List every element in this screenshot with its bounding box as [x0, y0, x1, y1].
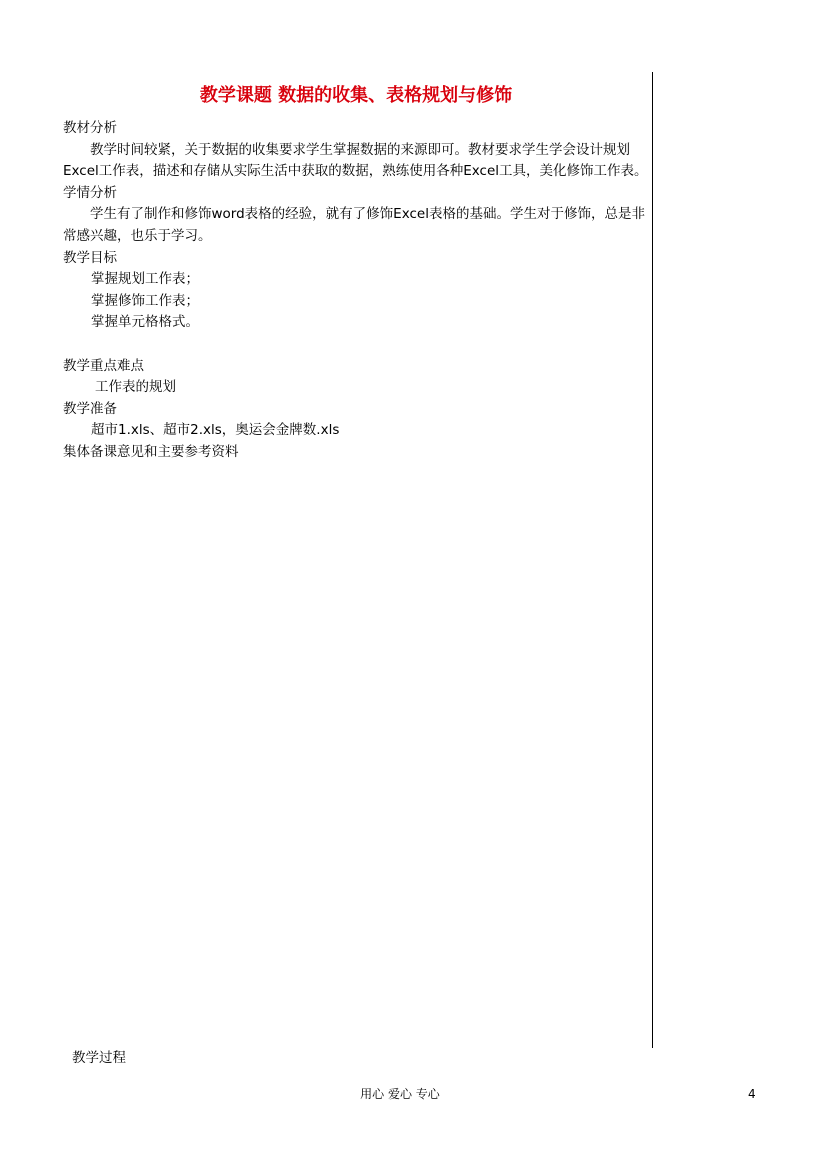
teaching-process-heading: 教学过程: [72, 1050, 126, 1066]
student-analysis-text: 学生有了制作和修饰word表格的经验，就有了修饰Excel表格的基础。学生对于修饰，总是非常感兴趣，也乐于学习。: [63, 206, 645, 244]
collective-prep-heading: 集体备课意见和主要参考资料: [63, 443, 239, 460]
material-analysis-text: 教学时间较紧，关于数据的收集要求学生掌握数据的来源即可。教材要求学生学会设计规划Excel工作表，描述和存储从实际生活中获取的数据，熟练使用各种Excel工具，美化修饰工作表。: [63, 141, 648, 180]
goal-item: 掌握规划工作表；: [91, 271, 199, 288]
page-number: 4: [748, 1087, 756, 1101]
preparation-heading: 教学准备: [63, 400, 117, 417]
key-points-text: 工作表的规划: [95, 379, 176, 396]
document-body: [63, 118, 653, 464]
preparation-text: 超市1.xls、超市2.xls，奥运会金牌数.xls: [91, 422, 340, 439]
goal-item: 掌握单元格格式。: [91, 314, 199, 331]
student-analysis-heading: 学情分析: [63, 184, 117, 201]
goals-heading: 教学目标: [63, 249, 117, 266]
footer-motto: 用心 爱心 专心: [360, 1087, 440, 1101]
blank-line: [63, 334, 653, 356]
goal-item: 掌握修饰工作表；: [91, 292, 199, 309]
key-points-heading: 教学重点难点: [63, 357, 144, 374]
material-analysis-heading: 教材分析: [63, 120, 117, 136]
lesson-title: 教学课题 数据的收集、表格规划与修饰: [199, 85, 513, 106]
